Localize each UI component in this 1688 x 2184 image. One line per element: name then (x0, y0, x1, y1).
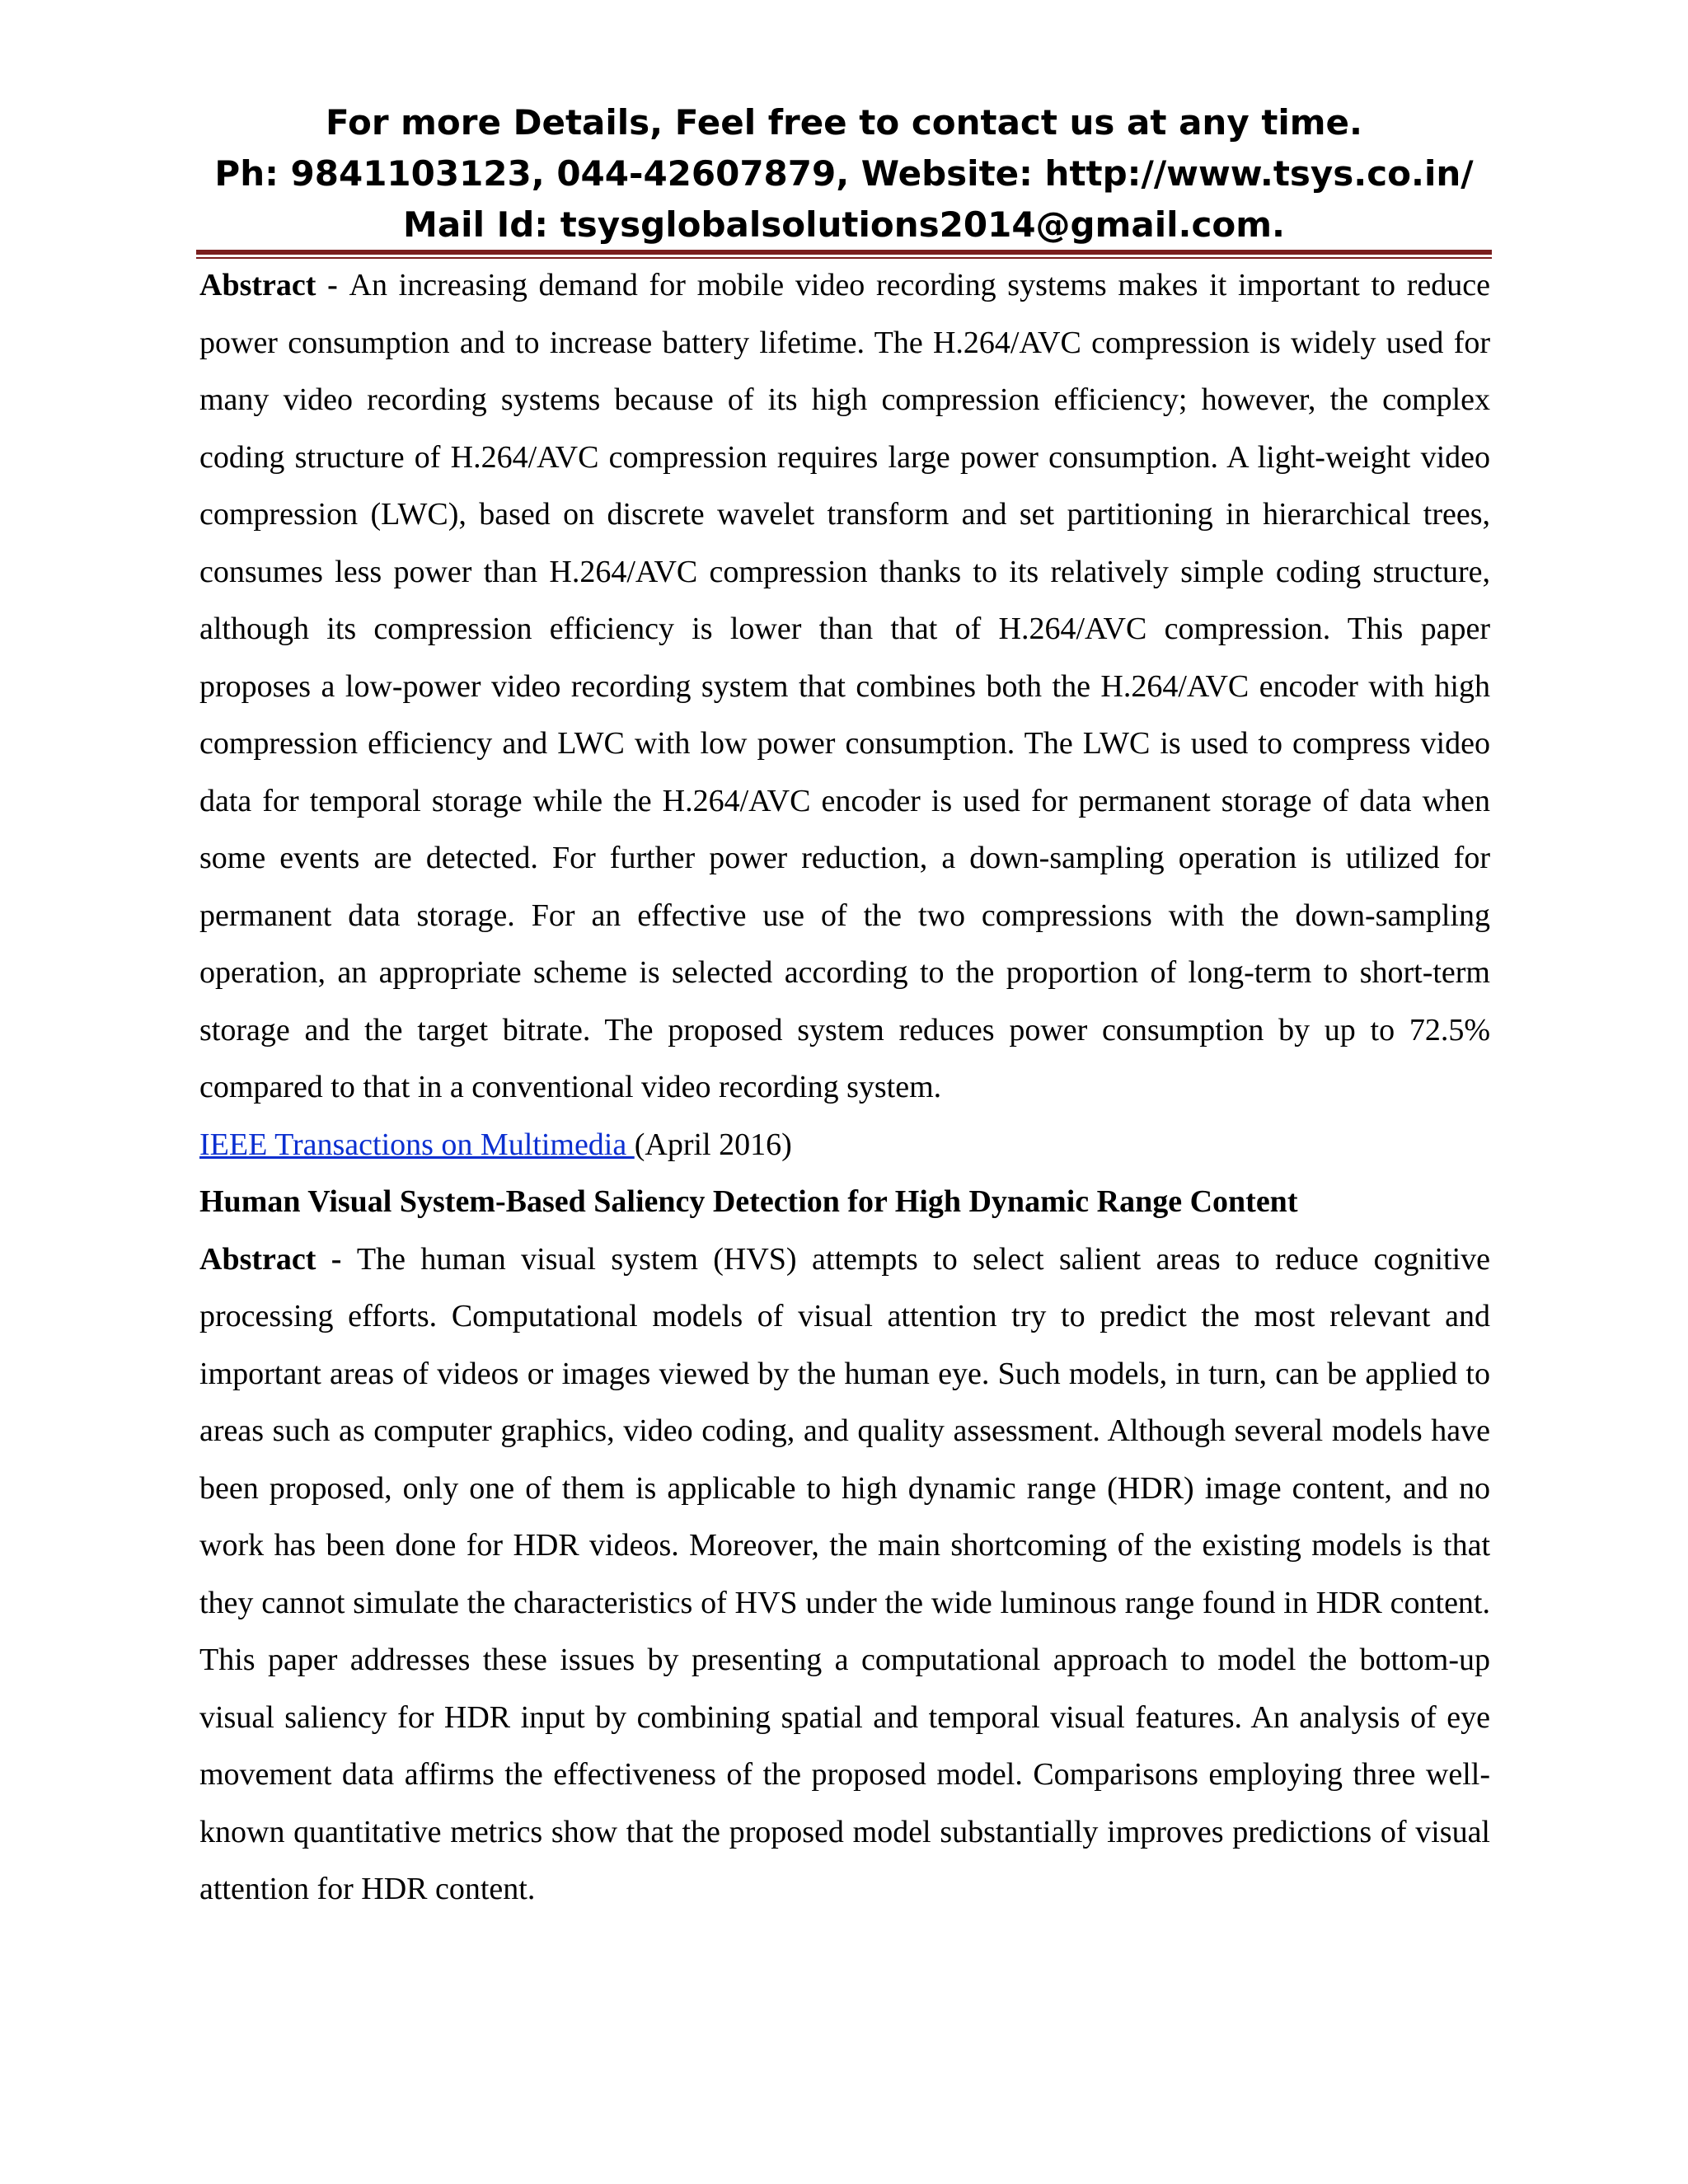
abstract-label: Abstract - (199, 268, 349, 302)
header-divider-thick (196, 250, 1492, 255)
contact-header-line-2: Ph: 9841103123, 044-42607879, Website: http://www.tsys.co.in/ (214, 153, 1474, 194)
paper-title: Human Visual System-Based Saliency Detection for High Dynamic Range Content (199, 1184, 1298, 1219)
abstract-label: Abstract - (199, 1241, 357, 1277)
contact-header (0, 97, 1688, 251)
journal-citation (199, 1117, 1490, 1174)
contact-header-line-3: Mail Id: tsysglobalsolutions2014@gmail.com. (403, 204, 1285, 245)
journal-link[interactable]: IEEE Transactions on Multimedia (199, 1127, 635, 1162)
contact-header-line-1: For more Details, Feel free to contact us at any time. (325, 102, 1362, 143)
abstract-text: An increasing demand for mobile video recording systems makes it important to reduce power consumption and to increase battery lifetime. The H.264/AVC compression is widely used for many video recording systems because of its high compression efficiency; however, the complex coding structure of H.264/AVC compression requires large power consumption. A light-weight video compression (LWC), based on discrete wavelet transform and set partitioning in hierarchical trees, consumes less power than H.264/AVC compression thanks to its relatively simple coding structure, although its compression efficiency is lower than that of H.264/AVC compression. This paper proposes a low-power video recording system that combines both the H.264/AVC encoder with high compression efficiency and LWC with low power consumption. The LWC is used to compress video data for temporal storage while the H.264/AVC encoder is used for permanent storage of data when some events are detected. For further power reduction, a down-sampling operation is utilized for permanent data storage. For an effective use of the two compressions with the down-sampling operation, an appropriate scheme is selected according to the proportion of long-term to short-term storage and the target bitrate. The proposed system reduces power consumption by up to 72.5% compared to that in a conventional video recording system. (199, 268, 1490, 1104)
abstract-text: The human visual system (HVS) attempts to select salient areas to reduce cognitive processing efforts. Computational models of visual attention try to predict the most relevant and important areas of videos or images viewed by the human eye. Such models, in turn, can be applied to areas such as computer graphics, video coding, and quality assessment. Although several models have been proposed, only one of them is applicable to high dynamic range (HDR) image content, and no work has been done for HDR videos. Moreover, the main shortcoming of the existing models is that they cannot simulate the characteristics of HVS under the wide luminous range found in HDR content. This paper addresses these issues by presenting a computational approach to model the bottom-up visual saliency for HDR input by combining spatial and temporal visual features. An analysis of eye movement data affirms the effectiveness of the proposed model. Comparisons employing three well-known quantitative metrics show that the proposed model substantially improves predictions of visual attention for HDR content. (199, 1241, 1491, 1906)
abstract-paragraph-1 (199, 257, 1490, 1117)
abstract-paragraph-2 (199, 1231, 1490, 1919)
journal-date: (April 2016) (634, 1127, 792, 1162)
document-body (199, 257, 1490, 1919)
